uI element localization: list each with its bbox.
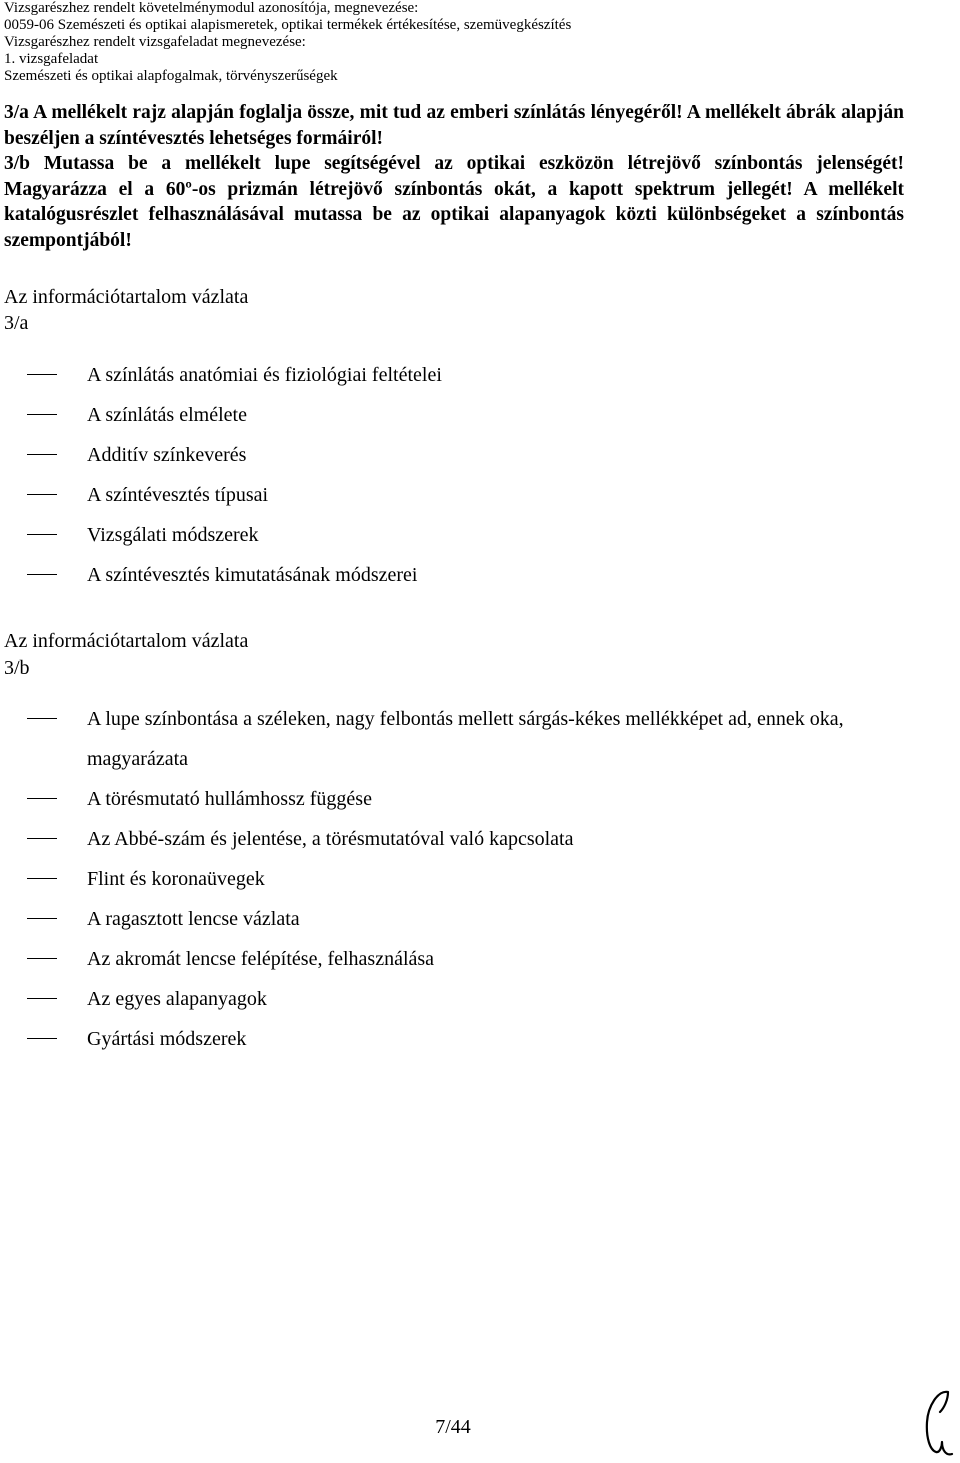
document-header xyxy=(4,0,944,85)
list-item: A lupe színbontása a széleken, nagy felbontás mellett sárgás-kékes mellékképet ad, ennek oka, magyarázata xyxy=(0,699,920,779)
list-item: A színlátás anatómiai és fiziológiai feltételei xyxy=(0,355,920,395)
list-item: Gyártási módszerek xyxy=(0,1019,920,1059)
list-item: A színtévesztés típusai xyxy=(0,475,920,515)
header-line: Vizsgarészhez rendelt követelménymodul azonosítója, megnevezése: xyxy=(4,0,419,16)
list-item: Additív színkeverés xyxy=(0,435,920,475)
outline-b-subtitle: 3/b xyxy=(4,657,30,679)
task-description xyxy=(4,100,904,253)
outline-b-list xyxy=(0,699,920,1059)
list-item: A színlátás elmélete xyxy=(0,395,920,435)
dash-bullet xyxy=(27,718,57,719)
dash-bullet xyxy=(27,574,57,575)
dash-bullet xyxy=(27,958,57,959)
dash-bullet xyxy=(27,454,57,455)
header-line: Vizsgarészhez rendelt vizsgafeladat megnevezése: xyxy=(4,34,306,50)
page-number: 7/44 xyxy=(435,1416,471,1438)
dash-bullet xyxy=(27,494,57,495)
handwritten-signature xyxy=(918,1386,958,1460)
dash-bullet xyxy=(27,374,57,375)
dash-bullet xyxy=(27,534,57,535)
task-paragraph-b: 3/b Mutassa be a mellékelt lupe segítségével az optikai eszközön létrejövő színbontás jelenségét! Magyarázza el a 60º-os prizmán létrejövő színbontás okát, a kapott spektrum jellegét! A mellékelt katalógusrészlet felhasználásával mutassa be az optikai alapanyagok közti különbségeket a színbontás szempontjából! xyxy=(4,153,904,251)
list-item: Az akromát lencse felépítése, felhasználása xyxy=(0,939,920,979)
dash-bullet xyxy=(27,918,57,919)
header-line: 0059-06 Szemészeti és optikai alapismeretek, optikai termékek értékesítése, szemüvegkészítés xyxy=(4,17,572,33)
dash-bullet xyxy=(27,838,57,839)
dash-bullet xyxy=(27,414,57,415)
dash-bullet xyxy=(27,998,57,999)
header-line: Szemészeti és optikai alapfogalmak, törvényszerűségek xyxy=(4,68,338,84)
outline-a-list xyxy=(0,355,920,595)
task-paragraph-a: 3/a A mellékelt rajz alapján foglalja össze, mit tud az emberi színlátás lényegéről! A mellékelt ábrák alapján beszéljen a színtévesztés lehetséges formáiról! xyxy=(4,102,904,149)
list-item: A ragasztott lencse vázlata xyxy=(0,899,920,939)
header-line: 1. vizsgafeladat xyxy=(4,51,99,67)
list-item: Az Abbé-szám és jelentése, a törésmutatóval való kapcsolata xyxy=(0,819,920,859)
list-item: Flint és koronaüvegek xyxy=(0,859,920,899)
outline-a-title: Az információtartalom vázlata xyxy=(4,286,249,308)
dash-bullet xyxy=(27,878,57,879)
outline-a-subtitle: 3/a xyxy=(4,312,29,334)
outline-b-title: Az információtartalom vázlata xyxy=(4,630,249,652)
list-item: Vizsgálati módszerek xyxy=(0,515,920,555)
list-item: A színtévesztés kimutatásának módszerei xyxy=(0,555,920,595)
dash-bullet xyxy=(27,798,57,799)
list-item: A törésmutató hullámhossz függése xyxy=(0,779,920,819)
list-item: Az egyes alapanyagok xyxy=(0,979,920,1019)
dash-bullet xyxy=(27,1038,57,1039)
